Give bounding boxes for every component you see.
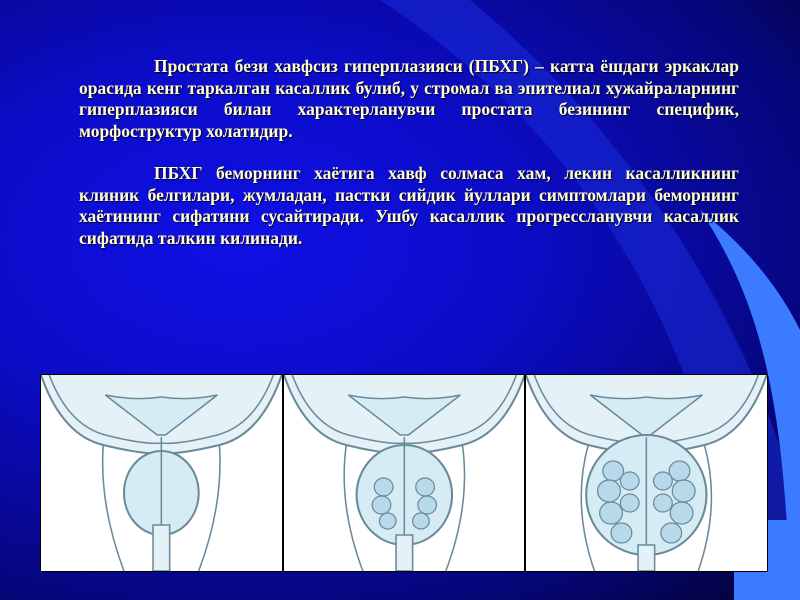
prostate-normal-illustration-icon bbox=[41, 375, 282, 571]
prostate-severe-hyperplasia-illustration-icon bbox=[526, 375, 767, 571]
prostate-moderate-hyperplasia-illustration-icon bbox=[284, 375, 525, 571]
figure-panel-3 bbox=[526, 375, 767, 571]
prostate-illustrations bbox=[40, 374, 768, 572]
figure-panel-2 bbox=[284, 375, 525, 571]
slide-text bbox=[79, 56, 739, 249]
paragraph-clinical: ПБХГ беморнинг хаётига хавф солмаса хам, лекин касалликнинг клиник белгилари, жумладан, пастки сийдик йуллари симптомлари беморнинг хаётининг сифатини сусайтиради. Ушбу касаллик прогрессланувчи касаллик сифатида талкин килинади. bbox=[79, 163, 739, 248]
paragraph-definition: Простата бези хавфсиз гиперплазияси (ПБХГ) – катта ёшдаги эркаклар орасида кенг таркалган касаллик булиб, у стромал ва эпителиал хужайраларнинг гиперплазияси билан характерланувчи простата безининг специфик, морфоструктур холатидир. bbox=[79, 56, 739, 141]
figure-panel-1 bbox=[41, 375, 282, 571]
